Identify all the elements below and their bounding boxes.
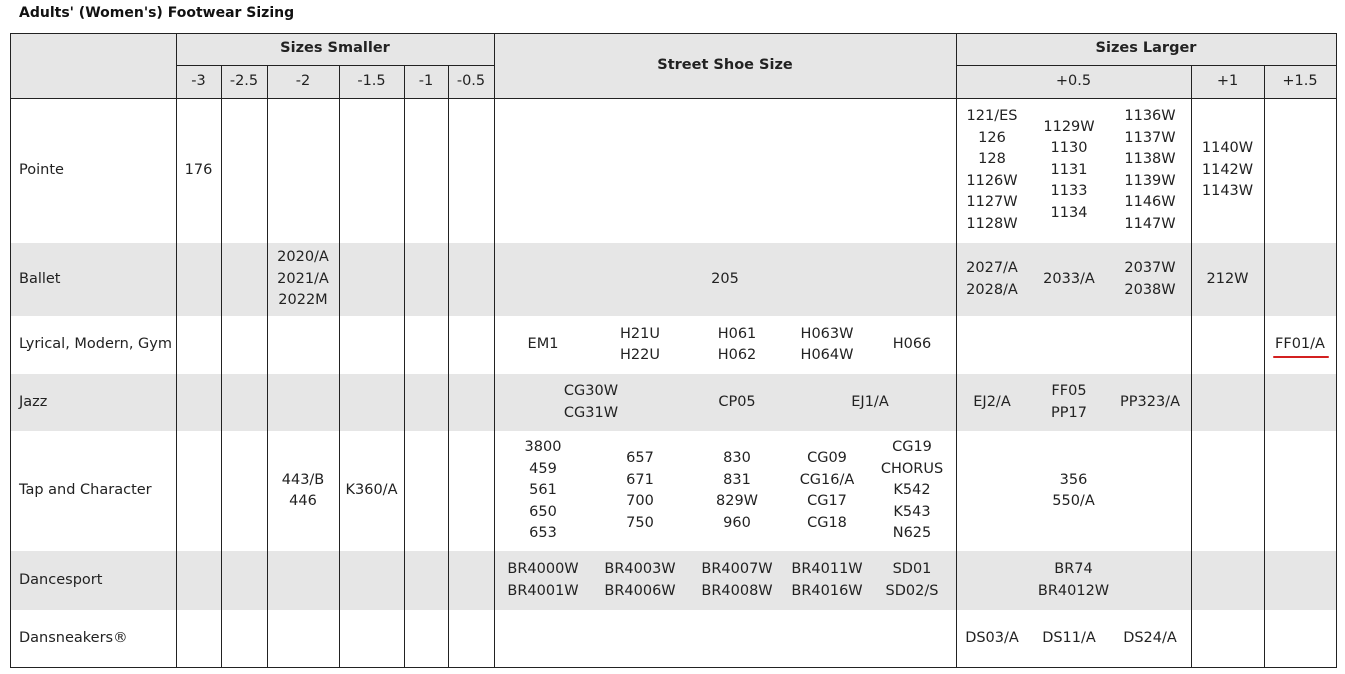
size-column-header: +0.5 <box>1055 72 1092 89</box>
size-cell: 2027/A 2028/A <box>966 260 1018 298</box>
sizes-smaller-header: Sizes Smaller <box>280 40 390 57</box>
size-column-header: +1 <box>1216 72 1239 89</box>
size-cell: FF01/A <box>1275 336 1325 353</box>
size-cell: H061 H062 <box>717 325 757 363</box>
grid-hline <box>10 98 1337 99</box>
grid-vline <box>1264 65 1265 667</box>
size-column-header: -0.5 <box>456 72 486 89</box>
row-category-label: Ballet <box>19 270 61 287</box>
size-cell: 212W <box>1206 270 1249 287</box>
size-cell: CG09 CG16/A CG17 CG18 <box>799 450 855 531</box>
size-cell: 830 831 829W 960 <box>715 450 759 531</box>
page-title: Adults' (Women's) Footwear Sizing <box>19 5 295 21</box>
sizes-larger-header: Sizes Larger <box>1095 40 1197 57</box>
size-cell: BR74 BR4012W <box>1037 561 1110 599</box>
size-cell: 2020/A 2021/A 2022M <box>277 249 329 309</box>
size-cell: CP05 <box>718 393 756 410</box>
row-category-label: Tap and Character <box>19 482 152 499</box>
size-cell: CG19 CHORUS K542 K543 N625 <box>880 439 944 542</box>
size-cell: 3800 459 561 650 653 <box>524 439 562 542</box>
grid-hline <box>956 65 1336 66</box>
size-cell: H066 <box>892 336 932 353</box>
size-cell: 2037W 2038W <box>1124 260 1176 298</box>
size-cell: 1136W 1137W 1138W 1139W 1146W 1147W <box>1124 108 1176 232</box>
size-cell: EM1 <box>527 336 559 353</box>
row-category-label: Dancesport <box>19 571 103 588</box>
grid-hline <box>176 65 494 66</box>
size-cell: 2033/A <box>1043 270 1095 287</box>
grid-vline <box>267 65 268 667</box>
size-cell: CG30W CG31W <box>563 383 619 421</box>
size-cell: 1140W 1142W 1143W <box>1201 140 1254 200</box>
grid-vline <box>176 33 177 667</box>
row-category-label: Dansneakers® <box>19 629 128 646</box>
size-cell: 121/ES 126 128 1126W 1127W 1128W <box>966 108 1018 232</box>
grid-vline <box>1191 65 1192 667</box>
row-category-label: Pointe <box>19 161 64 178</box>
size-column-header: -3 <box>191 72 206 89</box>
size-cell: SD01 SD02/S <box>885 561 939 599</box>
size-cell: DS03/A <box>965 629 1019 646</box>
size-cell: 1129W 1130 1131 1133 1134 <box>1043 118 1095 221</box>
size-cell: FF05 PP17 <box>1051 383 1087 421</box>
grid-vline <box>339 65 340 667</box>
grid-hline <box>10 33 1337 34</box>
size-cell: EJ2/A <box>973 393 1011 410</box>
size-cell: 176 <box>184 161 213 178</box>
size-cell: BR4007W BR4008W <box>701 561 773 599</box>
grid-vline <box>448 65 449 667</box>
size-cell: PP323/A <box>1120 393 1180 410</box>
grid-hline <box>10 667 1337 668</box>
size-column-header: -1 <box>418 72 434 89</box>
size-cell: 205 <box>711 270 739 287</box>
size-cell: BR4000W BR4001W <box>507 561 579 599</box>
street-shoe-size-header: Street Shoe Size <box>657 56 793 73</box>
grid-vline <box>494 33 495 667</box>
grid-vline <box>404 65 405 667</box>
row-category-label: Jazz <box>19 393 48 410</box>
red-underline-mark <box>1273 356 1329 358</box>
grid-vline <box>956 33 957 667</box>
size-column-header: -1.5 <box>357 72 386 89</box>
size-cell: H063W H064W <box>800 325 854 363</box>
row-category-label: Lyrical, Modern, Gym <box>19 336 172 353</box>
size-cell: 657 671 700 750 <box>626 450 654 531</box>
grid-vline <box>10 33 11 667</box>
size-column-header: -2 <box>295 72 311 89</box>
size-cell: EJ1/A <box>851 393 889 410</box>
grid-vline <box>1336 33 1337 667</box>
size-cell: K360/A <box>345 482 398 499</box>
grid-vline <box>221 65 222 667</box>
size-cell: BR4003W BR4006W <box>604 561 676 599</box>
size-column-header: -2.5 <box>229 72 259 89</box>
size-cell: 356 550/A <box>1052 471 1095 509</box>
size-cell: BR4011W BR4016W <box>791 561 863 599</box>
size-cell: H21U H22U <box>620 325 660 363</box>
size-cell: DS11/A <box>1042 629 1096 646</box>
size-cell: 443/B 446 <box>281 471 325 509</box>
size-column-header: +1.5 <box>1282 72 1318 89</box>
size-cell: DS24/A <box>1123 629 1177 646</box>
